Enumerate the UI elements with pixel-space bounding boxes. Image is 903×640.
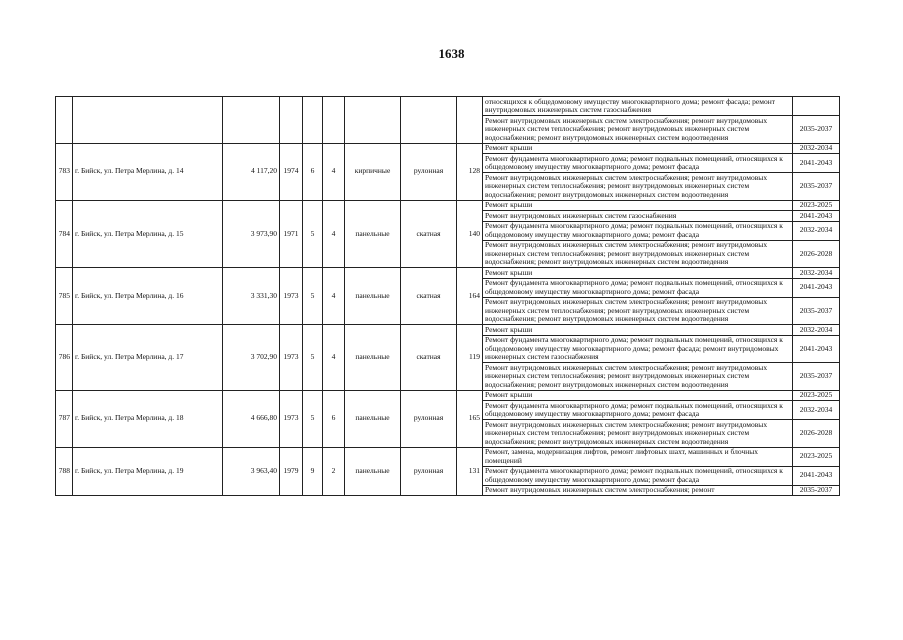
walls-cell: кирпичные <box>345 143 401 200</box>
floors-cell: 5 <box>303 325 323 391</box>
work-cell: Ремонт крыши <box>483 143 793 154</box>
period-cell: 2026-2028 <box>793 240 840 268</box>
area-cell: 4 117,20 <box>223 143 280 200</box>
work-cell: Ремонт внутридомовых инженерных систем электроснабжения; ремонт внутридомовых инженерных систем теплоснабжения; ремонт внутридомовых инженерных систем водоснабжения; ремонт внутридомовых инженерных систем водоотведения <box>483 240 793 268</box>
year-cell: 1973 <box>280 390 303 447</box>
roof-cell: скатная <box>401 200 457 268</box>
work-cell: Ремонт внутридомовых инженерных систем электроснабжения; ремонт внутридомовых инженерных систем теплоснабжения; ремонт внутридомовых инженерных систем водоснабжения; ремонт внутридомовых инженерных систем водоотведения <box>483 363 793 391</box>
year-cell: 1973 <box>280 325 303 391</box>
period-cell: 2023-2025 <box>793 390 840 401</box>
entrances-cell: 4 <box>323 200 345 268</box>
work-cell: относящихся к общедомовому имуществу многоквартирного дома; ремонт фасада; ремонт внутридомовых инженерных систем газоснабжения <box>483 97 793 116</box>
period-cell: 2041-2043 <box>793 466 840 485</box>
year-cell: 1971 <box>280 200 303 268</box>
area-cell: 3 973,90 <box>223 200 280 268</box>
roof-cell: рулонная <box>401 447 457 496</box>
period-cell: 2035-2037 <box>793 173 840 201</box>
period-cell: 2041-2043 <box>793 335 840 363</box>
row-number-cell: 786 <box>56 325 73 391</box>
residents-cell: 140 <box>457 200 483 268</box>
cell-roof-blank <box>401 97 457 144</box>
walls-cell: панельные <box>345 447 401 496</box>
period-cell: 2023-2025 <box>793 200 840 211</box>
area-cell: 3 331,30 <box>223 268 280 325</box>
address-cell: г. Бийск, ул. Петра Мерлина, д. 19 <box>73 447 223 496</box>
period-cell <box>793 97 840 116</box>
address-cell: г. Бийск, ул. Петра Мерлина, д. 15 <box>73 200 223 268</box>
area-cell: 3 963,40 <box>223 447 280 496</box>
residents-cell: 119 <box>457 325 483 391</box>
row-number-cell: 787 <box>56 390 73 447</box>
period-cell: 2032-2034 <box>793 143 840 154</box>
cell-entrances-blank <box>323 97 345 144</box>
entrances-cell: 6 <box>323 390 345 447</box>
entrances-cell: 2 <box>323 447 345 496</box>
period-cell: 2041-2043 <box>793 278 840 297</box>
residents-cell: 128 <box>457 143 483 200</box>
work-cell: Ремонт внутридомовых инженерных систем электроснабжения; ремонт внутридомовых инженерных систем теплоснабжения; ремонт внутридомовых инженерных систем водоснабжения; ремонт внутридомовых инженерных систем водоотведения <box>483 173 793 201</box>
cell-floors-blank <box>303 97 323 144</box>
period-cell: 2035-2037 <box>793 363 840 391</box>
period-cell: 2032-2034 <box>793 325 840 336</box>
work-cell: Ремонт фундамента многоквартирного дома; ремонт подвальных помещений, относящихся к общедомовому имуществу многоквартирного дома; ремонт фасада <box>483 278 793 297</box>
work-cell: Ремонт внутридомовых инженерных систем электроснабжения; ремонт внутридомовых инженерных систем теплоснабжения; ремонт внутридомовых инженерных систем водоснабжения; ремонт внутридомовых инженерных систем водоотведения <box>483 297 793 325</box>
work-cell: Ремонт фундамента многоквартирного дома; ремонт подвальных помещений, относящихся к общедомовому имуществу многоквартирного дома; ремонт фасада; ремонт внутридомовых инженерных систем газоснабжения <box>483 335 793 363</box>
table-body <box>56 97 840 496</box>
cell-num-blank <box>56 97 73 144</box>
floors-cell: 6 <box>303 143 323 200</box>
floors-cell: 5 <box>303 390 323 447</box>
cell-address-blank <box>73 97 223 144</box>
row-number-cell: 784 <box>56 200 73 268</box>
period-cell: 2032-2034 <box>793 401 840 420</box>
work-cell: Ремонт фундамента многоквартирного дома; ремонт подвальных помещений, относящихся к общедомовому имуществу многоквартирного дома; ремонт фасада <box>483 221 793 240</box>
period-cell: 2026-2028 <box>793 420 840 448</box>
roof-cell: рулонная <box>401 390 457 447</box>
work-cell: Ремонт фундамента многоквартирного дома; ремонт подвальных помещений, относящихся к общедомовому имуществу многоквартирного дома; ремонт фасада <box>483 466 793 485</box>
row-number-cell: 788 <box>56 447 73 496</box>
work-cell: Ремонт крыши <box>483 268 793 279</box>
address-cell: г. Бийск, ул. Петра Мерлина, д. 17 <box>73 325 223 391</box>
work-cell: Ремонт крыши <box>483 390 793 401</box>
walls-cell: панельные <box>345 268 401 325</box>
page-number: 1638 <box>438 46 465 61</box>
walls-cell: панельные <box>345 200 401 268</box>
roof-cell: рулонная <box>401 143 457 200</box>
table-row <box>56 268 840 279</box>
entrances-cell: 4 <box>323 325 345 391</box>
roof-cell: скатная <box>401 325 457 391</box>
cell-year-blank <box>280 97 303 144</box>
year-cell: 1974 <box>280 143 303 200</box>
work-cell: Ремонт крыши <box>483 200 793 211</box>
floors-cell: 9 <box>303 447 323 496</box>
floors-cell: 5 <box>303 268 323 325</box>
work-cell: Ремонт крыши <box>483 325 793 336</box>
floors-cell: 5 <box>303 200 323 268</box>
work-cell: Ремонт, замена, модернизация лифтов, ремонт лифтовых шахт, машинных и блочных помещений <box>483 447 793 466</box>
address-cell: г. Бийск, ул. Петра Мерлина, д. 14 <box>73 143 223 200</box>
work-cell: Ремонт внутридомовых инженерных систем электроснабжения; ремонт <box>483 485 793 496</box>
cell-residents-blank <box>457 97 483 144</box>
period-cell: 2032-2034 <box>793 268 840 279</box>
work-cell: Ремонт фундамента многоквартирного дома; ремонт подвальных помещений, относящихся к общедомовому имуществу многоквартирного дома; ремонт фасада <box>483 154 793 173</box>
year-cell: 1979 <box>280 447 303 496</box>
walls-cell: панельные <box>345 325 401 391</box>
table-row <box>56 325 840 336</box>
table-row <box>56 447 840 466</box>
period-cell: 2035-2037 <box>793 485 840 496</box>
period-cell: 2023-2025 <box>793 447 840 466</box>
roof-cell: скатная <box>401 268 457 325</box>
period-cell: 2041-2043 <box>793 211 840 222</box>
entrances-cell: 4 <box>323 143 345 200</box>
housing-register-table <box>55 96 840 496</box>
entrances-cell: 4 <box>323 268 345 325</box>
period-cell: 2032-2034 <box>793 221 840 240</box>
residents-cell: 165 <box>457 390 483 447</box>
work-cell: Ремонт внутридомовых инженерных систем газоснабжения <box>483 211 793 222</box>
table-row <box>56 390 840 401</box>
work-cell: Ремонт фундамента многоквартирного дома; ремонт подвальных помещений, относящихся к общедомовому имуществу многоквартирного дома; ремонт фасада <box>483 401 793 420</box>
residents-cell: 131 <box>457 447 483 496</box>
cell-area-blank <box>223 97 280 144</box>
table-row <box>56 143 840 154</box>
address-cell: г. Бийск, ул. Петра Мерлина, д. 16 <box>73 268 223 325</box>
work-cell: Ремонт внутридомовых инженерных систем электроснабжения; ремонт внутридомовых инженерных систем теплоснабжения; ремонт внутридомовых инженерных систем водоснабжения; ремонт внутридомовых инженерных систем водоотведения <box>483 420 793 448</box>
row-number-cell: 783 <box>56 143 73 200</box>
work-cell: Ремонт внутридомовых инженерных систем электроснабжения; ремонт внутридомовых инженерных систем теплоснабжения; ремонт внутридомовых инженерных систем водоснабжения; ремонт внутридомовых инженерных систем водоотведения <box>483 116 793 144</box>
area-cell: 3 702,90 <box>223 325 280 391</box>
residents-cell: 164 <box>457 268 483 325</box>
cell-walls-blank <box>345 97 401 144</box>
table-row <box>56 200 840 211</box>
row-number-cell: 785 <box>56 268 73 325</box>
address-cell: г. Бийск, ул. Петра Мерлина, д. 18 <box>73 390 223 447</box>
period-cell: 2035-2037 <box>793 297 840 325</box>
year-cell: 1973 <box>280 268 303 325</box>
walls-cell: панельные <box>345 390 401 447</box>
table-row <box>56 97 840 116</box>
period-cell: 2041-2043 <box>793 154 840 173</box>
period-cell: 2035-2037 <box>793 116 840 144</box>
area-cell: 4 666,80 <box>223 390 280 447</box>
